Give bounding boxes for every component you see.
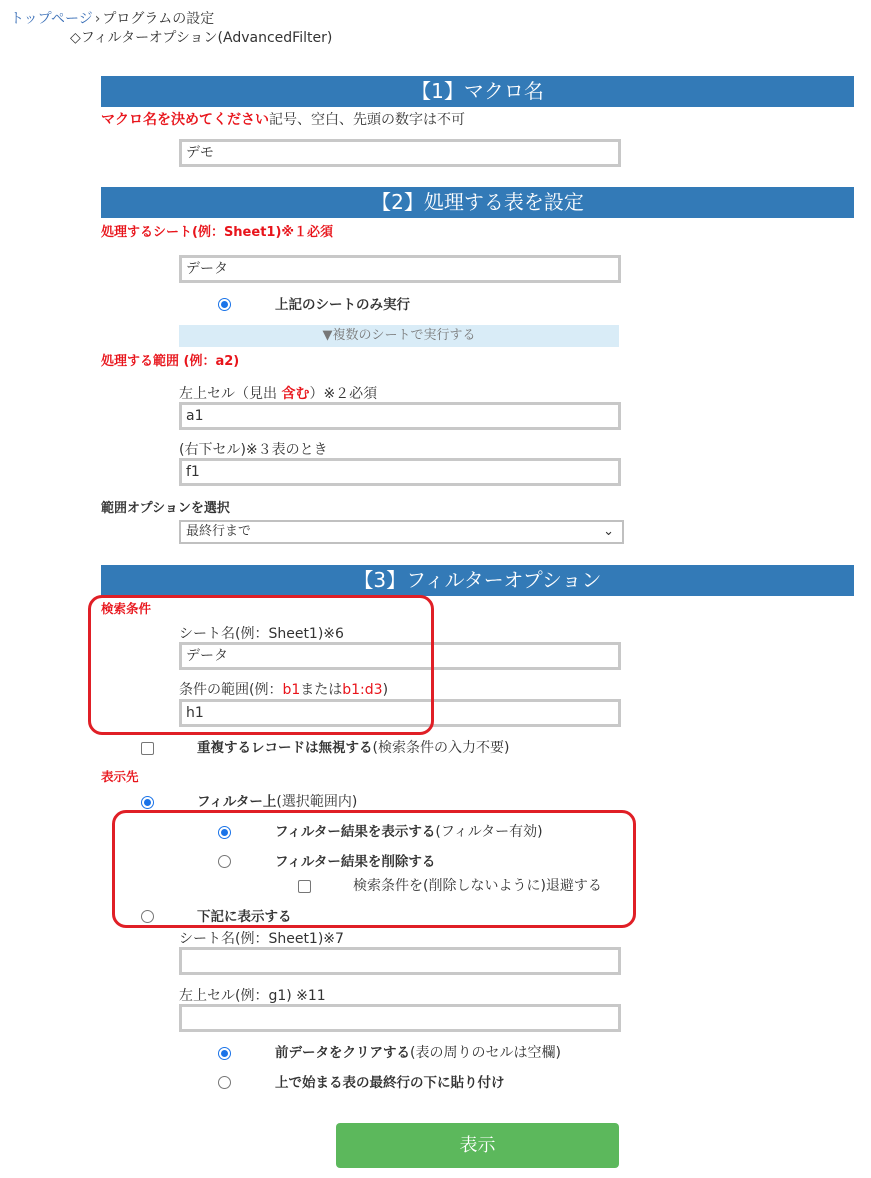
clear-prev-radio[interactable] [218, 1047, 231, 1060]
section-1-header: 【1】マクロ名 [101, 76, 854, 107]
dest-cell-label: 左上セル(例：g1) ※11 [179, 988, 326, 1004]
clear-prev-bold: 前データをクリアする [275, 1045, 410, 1061]
sheet-input[interactable]: データ [179, 255, 621, 283]
chevron-down-icon: ⌄ [603, 524, 614, 539]
top-left-cell-input[interactable]: a1 [179, 402, 621, 430]
criteria-range-suffix: ) [382, 682, 389, 698]
bottom-right-cell-input[interactable]: f1 [179, 458, 621, 486]
section-2-header: 【2】処理する表を設定 [101, 187, 854, 218]
show-result-note: (フィルター有効) [435, 824, 543, 840]
clear-prev-label [275, 1041, 561, 1062]
only-sheet-radio[interactable] [218, 298, 231, 311]
criteria-range-prefix: 条件の範囲(例： [179, 682, 283, 698]
breadcrumb-home-link[interactable]: トップページ [10, 11, 93, 27]
copy-to-label: 下記に表示する [197, 909, 292, 925]
output-heading: 表示先 [101, 769, 139, 784]
unique-records-bold: 重複するレコードは無視する [197, 740, 373, 756]
dest-cell-input[interactable] [179, 1004, 621, 1032]
range-label: 処理する範囲 (例：a2) [101, 354, 240, 369]
criteria-range-input[interactable]: h1 [179, 699, 621, 727]
submit-button[interactable]: 表示 [336, 1123, 619, 1168]
criteria-heading: 検索条件 [101, 601, 152, 616]
breadcrumb [10, 8, 214, 28]
breadcrumb-separator: › [94, 11, 101, 27]
section-3-header: 【3】フィルターオプション [101, 565, 854, 596]
bottom-right-cell-label: (右下セル)※３表のとき [179, 442, 328, 458]
top-left-bold: 含む [281, 386, 310, 402]
filter-in-place-bold: フィルター上 [197, 794, 277, 810]
top-left-cell-label [179, 383, 377, 403]
paste-below-radio[interactable] [218, 1076, 231, 1089]
only-sheet-label: 上記のシートのみ実行 [275, 297, 410, 313]
range-option-select[interactable] [179, 520, 624, 544]
top-left-prefix: 左上セル（見出 [179, 386, 282, 402]
filter-in-place-note: (選択範囲内) [276, 794, 358, 810]
clear-prev-note: (表の周りのセルは空欄) [410, 1045, 561, 1061]
unique-records-note: (検索条件の入力不要) [372, 740, 510, 756]
criteria-sheet-label: シート名(例：Sheet1)※6 [179, 626, 344, 642]
show-result-bold: フィルター結果を表示する [275, 824, 436, 840]
paste-below-label: 上で始まる表の最終行の下に貼り付け [275, 1075, 505, 1091]
dest-sheet-label: シート名(例：Sheet1)※7 [179, 931, 344, 947]
breadcrumb-current: プログラムの設定 [102, 11, 215, 27]
filter-in-place-radio[interactable] [141, 796, 154, 809]
annotation-criteria-box [88, 595, 434, 735]
top-left-suffix: ）※２必須 [309, 386, 378, 402]
multi-sheet-toggle[interactable]: ▼複数のシートで実行する [179, 325, 619, 347]
page-subtitle: ◇フィルターオプション(AdvancedFilter) [70, 30, 333, 46]
macro-name-required: マクロ名を決めてください [101, 112, 269, 128]
criteria-range-mid: または [300, 682, 343, 698]
macro-name-input[interactable]: デモ [179, 139, 621, 167]
dest-sheet-input[interactable] [179, 947, 621, 975]
macro-name-note: 記号、空白、先頭の数字は不可 [269, 112, 465, 128]
criteria-range-example-1: b1 [282, 682, 301, 698]
filter-in-place-label [197, 790, 357, 811]
range-option-selected: 最終行まで [186, 524, 252, 539]
criteria-range-example-2: b1:d3 [342, 682, 383, 698]
macro-name-label [101, 109, 465, 129]
unique-records-label [197, 736, 509, 757]
annotation-output-box [112, 810, 636, 928]
unique-records-checkbox[interactable] [141, 742, 154, 755]
sheet-label: 処理するシート(例：Sheet1)※１必須 [101, 225, 334, 240]
criteria-sheet-input[interactable]: データ [179, 642, 621, 670]
delete-result-label: フィルター結果を削除する [275, 854, 436, 870]
evacuate-criteria-label: 検索条件を(削除しないように)退避する [353, 878, 602, 894]
range-option-label: 範囲オプションを選択 [101, 501, 230, 516]
